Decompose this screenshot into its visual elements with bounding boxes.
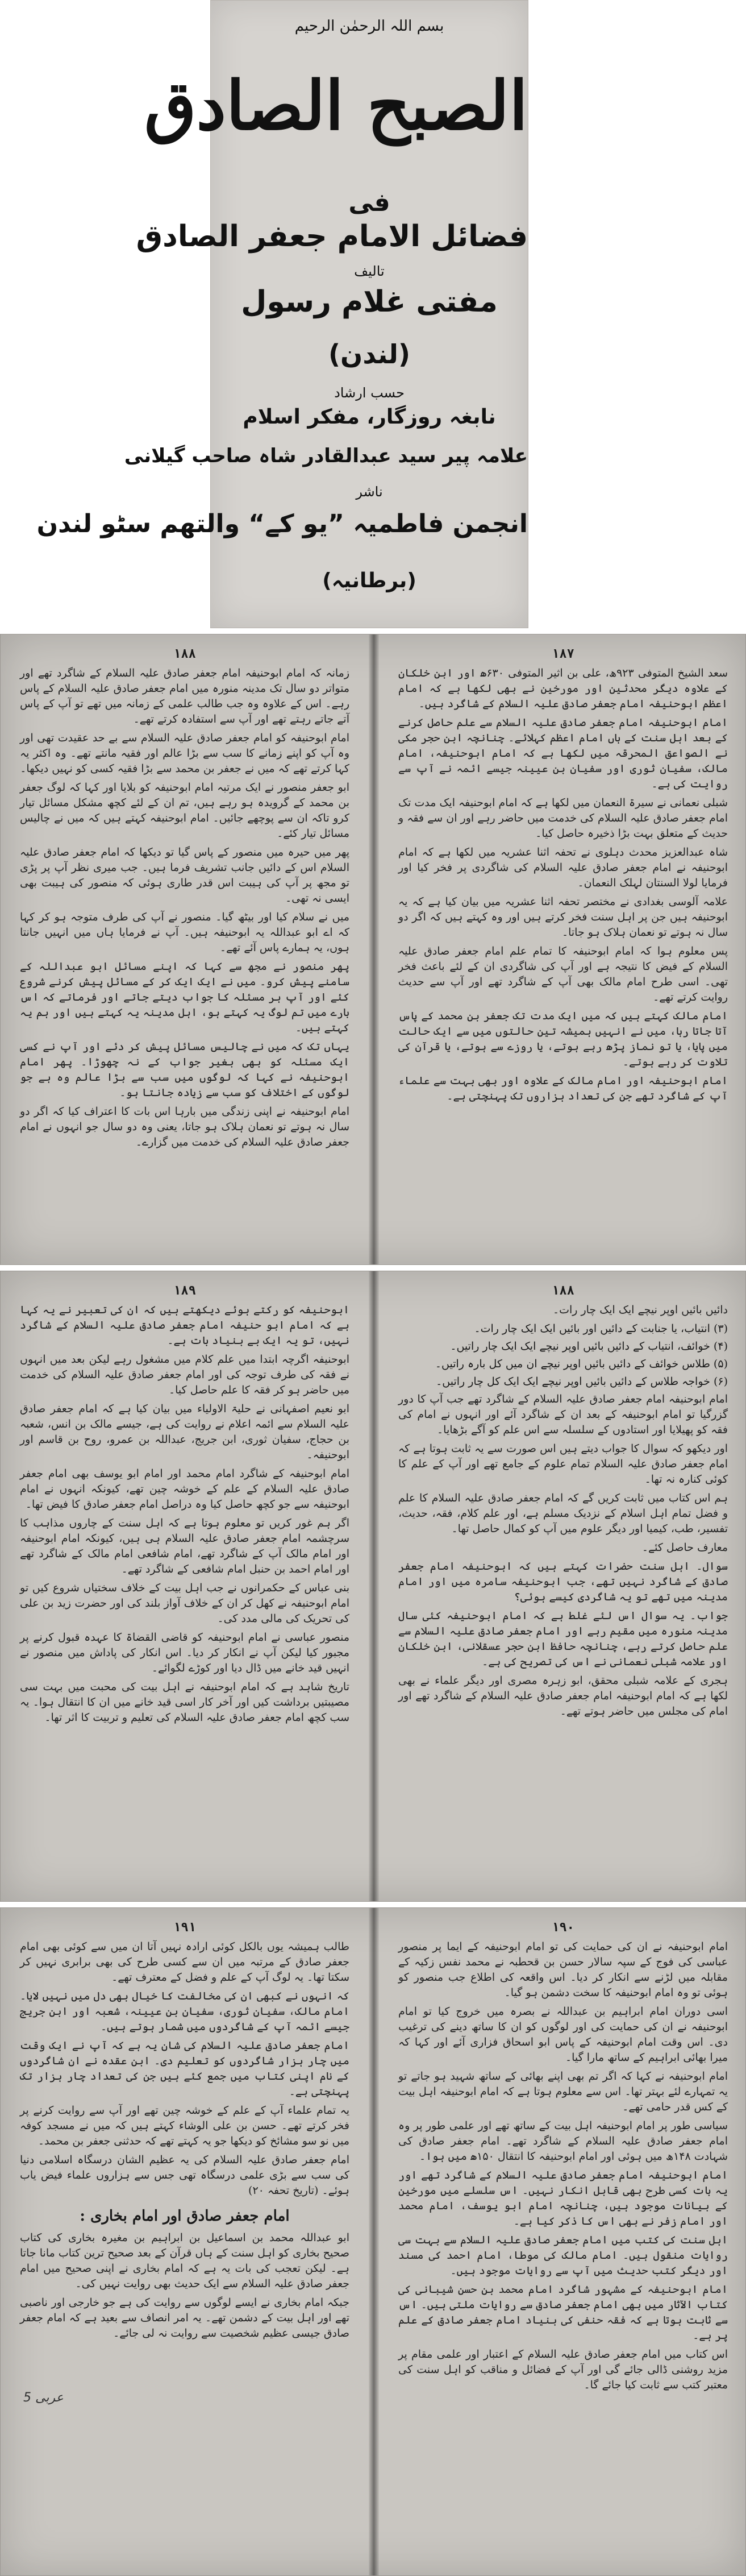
- page-187: [379, 634, 746, 1264]
- cover-publisher: انجمن فاطمیہ ”یو کے“ والتھم سٹو لندن: [36, 509, 528, 538]
- paragraph: امام ابوحنیفہ امام جعفر صادق علیہ السلام کے شاگرد تھے اور یہ بات کسی طرح بھی قابل انکار نہیں۔ اس سلسلے میں مورخین کے بیانات موجود ہیں، چنانچہ امام ابو یوسف، امام محمد اور امام زفر نے بھی اس کا ذکر کیا ہے۔: [398, 2169, 728, 2227]
- list-item: (۵) طلاس خوائف کے دائیں بائیں اوپر نیچے ان میں کل بارہ راتیں۔: [435, 1358, 728, 1370]
- cover-title: الصبح الصادق: [144, 66, 528, 145]
- book-cover: [36, 0, 528, 628]
- paragraph: علامہ آلوسی بغدادی نے مختصر تحفہ اثنا عشریہ میں بیان کیا ہے کہ یہ ابوحنیفہ ہیں جن پر اہل سنت فخر کرتے ہیں اور وہ کہتے ہیں کہ اگر دو سال نہ ہوتے تو نعمان ہلاک ہو جاتا۔: [398, 895, 728, 939]
- section-heading: امام جعفر صادق اور امام بخاری :: [80, 2208, 290, 2225]
- paragraph: اس کتاب میں امام جعفر صادق علیہ السلام کے اعتبار اور علمی مقام پر مزید روشنی ڈالی جائے گی اور آپ کے فضائل و مناقب کو اہل سنت کی معتبر کتب سے ثابت کیا جائے گا۔: [398, 2348, 728, 2391]
- paragraph: تاریخ شاہد ہے کہ امام ابوحنیفہ نے اہل بیت کی محبت میں بہت سی مصیبتیں برداشت کیں اور آخر کار اسی قید خانے میں ان کا انتقال ہوا۔ یہ سب کچھ امام جعفر صادق علیہ السلام کی تعلیم و تربیت کا اثر تھا۔: [20, 1681, 349, 1724]
- paragraph: طالب ہمیشہ یوں بالکل کوئی ارادہ نہیں آتا ان میں سے کوئی بھی امام جعفر صادق کے مرتبہ میں ان سے کسی طرح کی بھی برابری نہیں کر سکتا تھا۔ یہ لوگ آپ کے علم و فضل کے معترف تھے۔: [20, 1940, 349, 1984]
- book-gutter: [369, 1271, 379, 1901]
- paragraph: اسی دوران امام ابراہیم بن عبداللہ نے بصرہ میں خروج کیا تو امام ابوحنیفہ نے ان کی حمایت کی اور لوگوں کو ان کا ساتھ دینے کی ترغیب دی۔ اس وقت امام ابوحنیفہ کے پاس ابو اسحاق فزاری آئے اور کہا کہ میرا بھائی ابراہیم کے ساتھ مارا گیا۔: [398, 2005, 728, 2064]
- list-item: (۴) خوائف، انتیاب کے دائیں بائیں اوپر نیچے ایک ایک چار راتیں۔: [450, 1340, 728, 1353]
- cover-author: مفتی غلام رسول: [241, 285, 498, 319]
- paragraph: ہجری کے علامہ شبلی محقق، ابو زہرہ مصری اور دیگر علماء نے بھی لکھا ہے کہ امام ابوحنیفہ امام جعفر صادق علیہ السلام کے شاگرد تھے اور امام کی مجلس میں حاضر ہوتے تھے۔: [398, 1674, 728, 1718]
- paragraph: امام ابوحنیفہ کو امام جعفر صادق علیہ السلام سے بے حد عقیدت تھی اور وہ آپ کو اپنے زمانے کا سب سے بڑا عالم اور فقیہ مانتے تھے۔ وہ اکثر یہ کہا کرتے تھے کہ میں نے جعفر بن محمد سے بڑا فقیہ کسی کو نہیں دیکھا۔: [20, 732, 349, 775]
- cover-bismillah: بسم اللہ الرحمٰن الرحیم: [294, 18, 444, 35]
- paragraph: امام ابوحنیفہ کے مشہور شاگرد امام محمد بن حسن شیبانی کی کتاب الآثار میں بھی امام جعفر صادق سے روایات ملتی ہیں۔ اس سے ثابت ہوتا ہے کہ فقہ حنفی کی بنیاد امام جعفر صادق کے علم پر ہے۔: [398, 2283, 728, 2342]
- cover-nashir: ناشر: [356, 484, 383, 500]
- page-number: ۱۹۰: [552, 1920, 574, 1935]
- paragraph: بنی عباس کے حکمرانوں نے جب اہل بیت کے خلاف سختیاں شروع کیں تو امام ابوحنیفہ نے کھل کر ان کے خلاف آواز بلند کی اور حضرت زید بن علی کی تحریک کی مالی مدد کی۔: [20, 1582, 349, 1625]
- page-189: [1, 1271, 369, 1901]
- page-191: [1, 1908, 369, 2575]
- paragraph: شبلی نعمانی نے سیرۃ النعمان میں لکھا ہے کہ امام ابوحنیفہ ایک مدت تک امام جعفر صادق علیہ السلام کی خدمت میں حاضر رہے اور ان سے فقہ و حدیث کے متعلق بہت بڑا ذخیرہ حاصل کیا۔: [398, 797, 728, 840]
- paragraph: سیاسی طور پر امام ابوحنیفہ اہل بیت کے ساتھ تھے اور علمی طور پر وہ امام جعفر صادق علیہ السلام کے شاگرد تھے۔ امام جعفر صادق کی شہادت ۱۴۸ھ میں ہوئی اور امام ابوحنیفہ کا انتقال ۱۵۰ھ میں ہوا۔: [398, 2119, 728, 2163]
- paragraph: امام ابوحنیفہ کے شاگرد امام محمد اور امام ابو یوسف بھی امام جعفر صادق علیہ السلام کے علم کے خوشہ چین تھے، کیونکہ انہوں نے امام ابوحنیفہ سے جو کچھ حاصل کیا وہ دراصل امام جعفر صادق کا فیض تھا۔: [20, 1467, 349, 1511]
- paragraph: امام مالک کہتے ہیں کہ میں ایک مدت تک جعفر بن محمد کے پاس آتا جاتا رہا، میں نے انہیں ہمیشہ تین حالتوں میں سے ایک حالت میں پایا، یا تو نماز پڑھ رہے ہوتے، یا روزے سے ہوتے، یا قرآن کی تلاوت کر رہے ہوتے۔: [398, 1010, 728, 1068]
- paragraph: یہاں تک کہ میں نے چالیس مسائل پیش کر دئے اور آپ نے کسی ایک مسئلہ کو بھی بغیر جواب کے نہ چھوڑا۔ پھر امام ابوحنیفہ نے کہا کہ لوگوں میں سب سے بڑا عالم وہ ہے جو لوگوں کے اختلاف کو سب سے زیادہ جانتا ہو۔: [20, 1040, 349, 1099]
- paragraph: کہ انہوں نے کبھی ان کی مخالفت کا خیال بھی دل میں نہیں لایا۔ امام مالک، سفیان ثوری، سفیان بن عیینہ، شعبہ اور ابن جریج جیسے ائمہ آپ کے شاگردوں میں شمار ہوتے ہیں۔: [20, 1990, 349, 2033]
- paragraph: ابوحنیفہ اگرچہ ابتدا میں علم کلام میں مشغول رہے لیکن بعد میں انہوں نے فقہ کی طرف توجہ کی اور امام جعفر صادق علیہ السلام کی خدمت میں حاضر ہو کر فقہ کا علم حاصل کیا۔: [20, 1353, 349, 1396]
- paragraph: یہ تمام علماء آپ کے علم کے خوشہ چین تھے اور آپ سے روایت کرنے پر فخر کرتے تھے۔ حسن بن علی الوشاء کہتے ہیں کہ میں نے مسجد کوفہ میں نو سو مشائخ کو دیکھا جو یہ کہتے تھے کہ حدثنی جعفر بن محمد۔: [20, 2104, 349, 2147]
- paragraph: منصور عباسی نے امام ابوحنیفہ کو قاضی القضاۃ کا عہدہ قبول کرنے پر مجبور کیا لیکن آپ نے انکار کر دیا۔ اس انکار کی پاداش میں منصور نے انہیں قید خانے میں ڈال دیا اور کوڑے لگوائے۔: [20, 1631, 349, 1674]
- cover-taleef: تالیف: [354, 263, 385, 279]
- cover-country: (برطانیہ): [322, 569, 416, 592]
- paragraph: ہم اس کتاب میں ثابت کریں گے کہ امام جعفر صادق علیہ السلام کا علم و فضل تمام اہل اسلام کے نزدیک مسلم ہے، اور علم کلام، فقہ، حدیث، تفسیر، طب، کیمیا اور دیگر علوم میں آپ کو کمال حاصل تھا۔: [398, 1492, 728, 1535]
- paragraph: سعد الشیخ المتوفی ۹۲۳ھ، علی بن اثیر المتوفی ۶۳۰ھ اور ابن خلکان کے علاوہ دیگر محدثین اور مورخین نے بھی لکھا ہے کہ امام اعظم ابوحنیفہ امام جعفر صادق علیہ السلام کے شاگرد ہیں۔: [398, 667, 728, 710]
- book-gutter: [369, 634, 379, 1264]
- paragraph: ابو نعیم اصفہانی نے حلیۃ الاولیاء میں بیان کیا ہے کہ امام جعفر صادق علیہ السلام سے ائمہ اعلام نے روایت کی ہے، جیسے مالک بن انس، شعبہ بن حجاج، سفیان ثوری، ابن جریج، عبداللہ بن عمرو، روح بن قاسم اور ابوحنیفہ۔: [20, 1403, 349, 1461]
- book-spread-1: [0, 634, 746, 1265]
- paragraph: پس معلوم ہوا کہ امام ابوحنیفہ کا تمام علم امام جعفر صادق علیہ السلام کے فیض کا نتیجہ ہے اور آپ کی شاگردی ان کے لئے باعث فخر تھی۔ اسی طرح امام مالک بھی آپ کے شاگرد تھے اور آپ سے حدیث روایت کرتے تھے۔: [398, 945, 728, 1003]
- page-number: ۱۸۸: [552, 1284, 574, 1298]
- paragraph: امام ابوحنیفہ امام جعفر صادق علیہ السلام کے شاگرد تھے جب آپ کا دور گزرگیا تو امام ابوحنیفہ کے بعد ان کے شاگرد آئے اور انہوں نے امام کی فقہ کو پھیلایا اور استادوں کے سلسلہ سے اس علم کو آگے بڑھایا۔: [398, 1393, 728, 1436]
- paragraph: پھر میں حیرہ میں منصور کے پاس گیا تو دیکھا کہ امام جعفر صادق علیہ السلام اس کے دائیں جانب تشریف فرما ہیں۔ جب میری نظر آپ پر پڑی تو مجھ پر آپ کی ہیبت اس قدر طاری ہوئی کہ منصور کی ہیبت بھی ایسی نہ تھی۔: [20, 846, 349, 905]
- cover-nabigha: نابغہ روزگار، مفکر اسلام: [243, 405, 496, 429]
- list-item: (۳) انتیاب، یا جنابت کے دائیں اور بائیں ایک ایک چار رات۔: [474, 1322, 728, 1335]
- paragraph: امام ابوحنیفہ نے کہا کہ اگر تم بھی اپنے بھائی کے ساتھ شہید ہو جاتے تو یہ تمہارے لئے بہتر تھا۔ اس سے معلوم ہوتا ہے کہ امام ابوحنیفہ اہل بیت کے کس قدر حامی تھے۔: [398, 2070, 728, 2113]
- paragraph: امام ابوحنیفہ نے ان کی حمایت کی تو امام ابوحنیفہ کے ایما پر منصور عباسی کی فوج کے سپہ سالار حسن بن قحطبہ نے محمد نفس زکیہ کے مقابلہ میں لڑنے سے انکار کر دیا۔ اس واقعہ کی اطلاع جب منصور کو ہوئی تو وہ امام ابوحنیفہ کا سخت دشمن ہو گیا۔: [398, 1940, 728, 1999]
- paragraph: جبکہ امام بخاری نے ایسے لوگوں سے روایت کی ہے جو خارجی اور ناصبی تھے اور اہل بیت کے دشمن تھے۔ یہ امر انصاف سے بعید ہے کہ امام جعفر صادق جیسی عظیم شخصیت سے روایت نہ لی جائے۔: [20, 2296, 349, 2339]
- cover-hasb-irshad: حسب ارشاد: [334, 385, 405, 401]
- paragraph: ابو جعفر منصور نے ایک مرتبہ امام ابوحنیفہ کو بلایا اور کہا کہ لوگ جعفر بن محمد کے گرویدہ ہو رہے ہیں، تم ان کے لئے کچھ مشکل مسائل تیار کرو تاکہ ان سے پوچھے جائیں۔ امام ابوحنیفہ کہتے ہیں کہ میں نے چالیس مسائل تیار کئے۔: [20, 781, 349, 840]
- page-number: ۱۹۱: [173, 1920, 196, 1935]
- paragraph: اور دیکھو کہ سوال کا جواب دیتے ہیں اس صورت سے یہ ثابت ہوتا ہے کہ امام جعفر صادق علیہ السلام تمام علوم کے جامع تھے اور آپ کے علم کا کوئی کنارہ نہ تھا۔: [398, 1442, 728, 1486]
- page-188: [1, 634, 369, 1264]
- book-spread-2: [0, 1271, 746, 1902]
- page-number: ۱۸۷: [552, 647, 574, 661]
- paragraph: زمانہ کہ امام ابوحنیفہ امام جعفر صادق علیہ السلام کے شاگرد تھے اور متواتر دو سال تک مدینہ منورہ میں امام جعفر صادق علیہ السلام کے پاس رہے۔ اس کے علاوہ وہ جب طالب علمی کے زمانہ میں تھے تو آپ کے پاس آتے جاتے رہتے تھے اور آپ سے استفادہ کرتے تھے۔: [20, 667, 349, 725]
- page-190: [379, 1908, 746, 2575]
- page-number: ۱۸۸: [173, 647, 196, 661]
- paragraph: پھر منصور نے مجھ سے کہا کہ اپنے مسائل ابو عبداللہ کے سامنے پیش کرو۔ میں نے ایک ایک کر کے مسائل پیش کرنے شروع کئے اور آپ ہر مسئلہ کا جواب دیتے جاتے اور فرماتے کہ اس بارے میں تم لوگ یہ کہتے ہو، اہل مدینہ یہ کہتے ہیں اور ہم یہ کہتے ہیں۔: [20, 960, 349, 1034]
- handwritten-mark: 5 عربی: [23, 2391, 64, 2405]
- cover-fi: فی: [348, 188, 390, 217]
- book-gutter: [369, 1908, 379, 2575]
- paragraph: سوال۔ اہل سنت حضرات کہتے ہیں کہ ابوحنیفہ امام جعفر صادق کے شاگرد نہیں تھے، جب ابوحنیفہ سامرہ میں اور امام مدینہ میں تھے تو یہ شاگردی کیسے ہوئی؟: [398, 1560, 728, 1603]
- paragraph: جواب۔ یہ سوال اس لئے غلط ہے کہ امام ابوحنیفہ کئی سال مدینہ منورہ میں مقیم رہے اور امام جعفر صادق علیہ السلام سے علم حاصل کرتے رہے، چنانچہ حافظ ابن حجر عسقلانی، ابن خلکان اور علامہ شبلی نعمانی نے اس کی تصریح کی ہے۔: [398, 1610, 728, 1668]
- book-spread-3: [0, 1907, 746, 2576]
- paragraph: امام ابوحنیفہ اور امام مالک کے علاوہ اور بھی بہت سے علماء آپ کے شاگرد تھے جن کی تعداد ہزاروں تک پہنچتی ہے۔: [398, 1075, 728, 1102]
- paragraph: امام ابوحنیفہ امام جعفر صادق علیہ السلام سے علم حاصل کرنے کے بعد اہل سنت کے ہاں امام اعظم کہلائے۔ چنانچہ ابن حجر مکی نے الصواعق المحرقہ میں لکھا ہے کہ امام ابوحنیفہ، امام مالک، سفیان ثوری اور سفیان بن عیینہ جیسے ائمہ نے آپ سے روایت کی ہے۔: [398, 716, 728, 790]
- paragraph: ابو عبداللہ محمد بن اسماعیل بن ابراہیم بن مغیرہ بخاری کی کتاب صحیح بخاری کو اہل سنت کے ہاں قرآن کے بعد صحیح ترین کتاب مانا جاتا ہے۔ لیکن تعجب کی بات یہ ہے کہ امام بخاری نے اپنی صحیح میں امام جعفر صادق علیہ السلام سے ایک حدیث بھی روایت نہیں کی۔: [20, 2231, 349, 2290]
- cover-city: (لندن): [328, 339, 410, 370]
- paragraph: امام ابوحنیفہ نے اپنی زندگی میں بارہا اس بات کا اعتراف کیا کہ اگر دو سال نہ ہوتے تو نعمان ہلاک ہو جاتا، یعنی وہ دو سال جو انہوں نے امام جعفر صادق علیہ السلام کی خدمت میں گزارے۔: [20, 1105, 349, 1148]
- cover-allama: علامہ پیر سید عبدالقادر شاہ صاحب گیلانی: [124, 445, 528, 467]
- paragraph: شاہ عبدالعزیز محدث دہلوی نے تحفہ اثنا عشریہ میں لکھا ہے کہ امام ابوحنیفہ نے امام جعفر صادق علیہ السلام کی شاگردی پر فخر کیا اور فرمایا لولا السنتان لہلک النعمان۔: [398, 846, 728, 889]
- paragraph: معارف حاصل کئے۔: [641, 1541, 728, 1554]
- paragraph: میں نے سلام کیا اور بیٹھ گیا۔ منصور نے آپ کی طرف متوجہ ہو کر کہا کہ اے ابو عبداللہ یہ ابوحنیفہ ہیں۔ آپ نے فرمایا ہاں میں انہیں جانتا ہوں، یہ ہمارے پاس آئے تھے۔: [20, 911, 349, 954]
- paragraph: اہل سنت کی کتب میں امام جعفر صادق علیہ السلام سے بہت سی روایات منقول ہیں۔ امام مالک کی موطا، امام احمد کی مسند اور دیگر کتب حدیث میں آپ سے روایات موجود ہیں۔: [398, 2234, 728, 2277]
- paragraph: امام جعفر صادق علیہ السلام کی یہ عظیم الشان درسگاہ اسلامی دنیا کی سب سے بڑی علمی درسگاہ تھی جس سے ہزاروں علماء فیض یاب ہوئے۔ (تاریخ تحفہ ۲۰): [20, 2154, 349, 2197]
- page-number: ۱۸۹: [173, 1284, 196, 1298]
- paragraph: اگر ہم غور کریں تو معلوم ہوتا ہے کہ اہل سنت کے چاروں مذاہب کا سرچشمہ امام جعفر صادق علیہ السلام ہی ہیں، کیونکہ امام ابوحنیفہ اور امام مالک آپ کے شاگرد تھے، امام شافعی امام مالک کے شاگرد تھے اور امام احمد بن حنبل امام شافعی کے شاگرد تھے۔: [20, 1517, 349, 1575]
- page-188-b: [379, 1271, 746, 1901]
- paragraph: دائیں بائیں اوپر نیچے ایک ایک چار رات۔: [552, 1304, 728, 1316]
- cover-subtitle: فضائل الامام جعفر الصادق: [136, 219, 528, 254]
- list-item: (۶) خواجہ طلاس کے دائیں بائیں اوپر نیچے ایک ایک کل چار راتیں۔: [436, 1375, 728, 1388]
- paragraph: امام جعفر صادق علیہ السلام کی شان یہ ہے کہ آپ نے ایک وقت میں چار ہزار شاگردوں کو تعلیم دی۔ ابن عقدہ نے ان شاگردوں کے نام اپنی کتاب میں جمع کئے ہیں جن کی تعداد چار ہزار تک پہنچتی ہے۔: [20, 2039, 349, 2098]
- paragraph: ابوحنیفہ کو رکتے ہوئے دیکھتے ہیں کہ ان کی تعبیر نے یہ کہا ہے کہ امام ابو حنیفہ امام جعفر صادق علیہ السلام کے شاگرد نہیں، تو یہ ایک بے بنیاد بات ہے۔: [20, 1304, 349, 1347]
